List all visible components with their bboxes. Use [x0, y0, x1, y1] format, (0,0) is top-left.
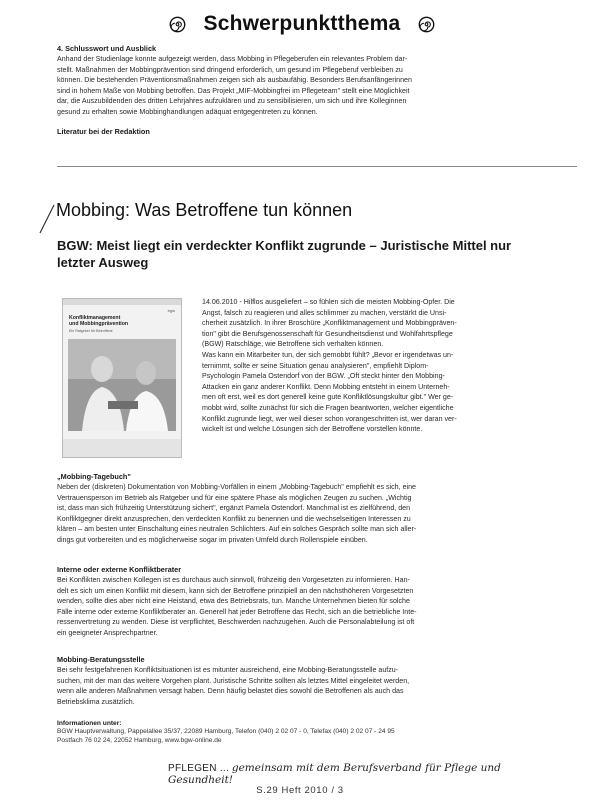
text-line: dar, die Auszubildenden des dritten Lehrjahres aufzuklären und zu sensibilisieren, um sich und ihre Kolleginnen: [57, 97, 407, 106]
header-title: Schwerpunktthema: [203, 12, 401, 35]
pen-stroke-mark: [38, 203, 56, 235]
text-line: Neben der (diskreten) Dokumentation von Mobbing-Vorfällen in einem „Mobbing-Tagebuch" empfiehlt es sich, eine: [57, 483, 416, 491]
text-line: delt es sich um einen Konflikt mit diesem, kann sich der Betroffene prinzipiell an den nächsthöheren Vorgesetzten: [57, 586, 414, 595]
section-konfliktberater: [57, 565, 577, 639]
brochure-cover-image: [62, 298, 182, 458]
text-line: Psychologin Pamela Ostendorf von der BGW. „Oft steckt hinter den Mobbing-: [202, 372, 445, 381]
subtitle-line: BGW: Meist liegt ein verdeckter Konflikt zugrunde – Juristische Mittel nur: [57, 238, 512, 253]
brochure-photo: [68, 339, 176, 431]
section-heading: „Mobbing-Tagebuch": [57, 472, 131, 481]
text-line: cherheit zusätzlich. In ihrer Broschüre „Konfliktmanagement und Mobbingpräven-: [202, 319, 457, 328]
text-line: suchen, mit der man das weitere Vorgehen plant. Juristische Schritte sollten als letztes Mittel eingeleitet werden,: [57, 676, 410, 685]
text-line: Was kann ein Mitarbeiter tun, der sich gemobbt fühlt? „Bevor er irgendetwas un-: [202, 350, 454, 359]
text-line: wenden, sollte dies aber nicht eine Heistand, etwa des Betriebsrats, tun. Manche Unternehmen bieten für solche: [57, 597, 410, 606]
text-line: Anhand der Studienlage konnte aufgezeigt werden, dass Mobbing in Pflegeberufen ein relevantes Problem dar-: [57, 55, 408, 63]
text-line: ternimmt, sollte er seine Situation genau analysieren", empfiehlt Diplom-: [202, 361, 429, 370]
text-line: men oft erst, weil es dort generell keine gute Konfliktlösungskultur gibt." Wer ge-: [202, 393, 454, 402]
section-schlusswort: [57, 44, 577, 137]
section-body: [57, 54, 577, 118]
brochure-subtitle: Ein Ratgeber für Betroffene: [69, 329, 113, 333]
text-line: können. Die bestehenden Präventionsmaßnahmen zeigen sich als ausbaufähig. Besonders Berufsanfängerinnen: [57, 76, 412, 85]
text-line: klären – am besten unter Einschaltung eines neutralen Schlichters. Auf ein solches Gespräch sollte man sich aller-: [57, 525, 417, 534]
subtitle-line: letzter Ausweg: [57, 255, 149, 270]
section-mobbing-tagebuch: [57, 472, 577, 546]
slogan-brand: PFLEGEN ...: [168, 763, 230, 774]
footer-slogan: [168, 762, 528, 784]
intro-paragraph: [202, 297, 574, 435]
text-line: Attacken ein ganz anderer Konflikt. Denn Mobbing entsteht in einem Unterneh-: [202, 382, 450, 391]
section-heading: Interne oder externe Konfliktberater: [57, 565, 182, 574]
page-number: S.29 Heft 2010 / 3: [256, 785, 344, 796]
text-line: Betriebsklima zusätzlich.: [57, 697, 135, 706]
section-body: [57, 665, 577, 707]
text-line: Konfliktgegner direkt anzusprechen, den verdeckten Konflikt zu benennen und die wechselseitigen Interessen zu: [57, 514, 411, 523]
section-body: [57, 482, 577, 546]
text-line: dings gut vorbereiten und es möglicherweise sogar im privaten Umfeld durch Rollenspiele einüben.: [57, 535, 368, 544]
section-heading: Mobbing-Beratungsstelle: [57, 655, 145, 664]
page-header: [52, 10, 552, 38]
text-line: Bei Konflikten zwischen Kollegen ist es durchaus auch sinnvoll, frühzeitig den Vorgesetzten zu informieren. Han-: [57, 576, 410, 584]
info-line: BGW Hauptverwaltung, Pappelallee 35/37, 22089 Hamburg, Telefon (040) 2 02 07 - 0, Telefax (040) 2 02 07 - 24 95: [57, 728, 395, 736]
text-line: (BGW) Ratschläge, wie Betroffene sich verhalten können.: [202, 340, 384, 349]
info-heading: Informationen unter:: [57, 720, 122, 727]
article-subtitle: [57, 237, 557, 271]
text-line: Konflikt zugrunde liegt, wer weil dieser schon vorangeschritten ist, wer daran ver-: [202, 414, 457, 423]
brochure-brand: bgw: [167, 308, 175, 313]
text-line: Bei sehr festgefahrenen Konfliktsituationen ist es mitunter ausreichend, eine Mobbing-Beratungsstelle aufzu-: [57, 666, 399, 674]
contact-info: [57, 720, 577, 745]
brochure-title: Konfliktmanagement und Mobbingprävention: [69, 315, 129, 327]
text-line: ressenvertretung zu wenden. Diese ist verpflichtet, Beschwerden nachzugehen. Auch die Personalabteilung ist oft: [57, 618, 415, 627]
text-line: ist, dass man sich frühzeitig Unterstützung sichert", ergänzt Pamela Ostendorf. Manchmal ist es zielführend, den: [57, 504, 411, 513]
text-line: Fälle interne oder externe Konfliktberater an. Generell hat jeder Betroffene das Recht, sich an die betriebliche Inte-: [57, 607, 417, 616]
info-line: Postfach 76 02 24, 22052 Hamburg, www.bgw-online.de: [57, 736, 222, 744]
text-line: Angst, falsch zu reagieren und alles schlimmer zu machen, verstärkt die Unsi-: [202, 308, 447, 317]
section-beratungsstelle: [57, 655, 577, 707]
text-line: gesund zu erhalten sowie Mobbinghandlungen adäquat entgegentreten zu können.: [57, 107, 318, 116]
section-body: [57, 575, 577, 639]
text-line: wenn alle anderen Maßnahmen versagt haben. Denn häufig belastet dies sowohl die Betroffenen als auch das: [57, 687, 404, 696]
spiral-icon: [169, 16, 186, 33]
spiral-icon: [418, 16, 435, 33]
text-line: 14.06.2010 - Hilflos ausgeliefert – so fühlen sich die meisten Mobbing-Opfer. Die: [202, 298, 455, 306]
section-heading: 4. Schlusswort und Ausblick: [57, 44, 157, 53]
slogan-script: gemeinsam mit dem Berufsverband für Pflege und Gesundheit!: [168, 762, 501, 786]
text-line: mobbt wird, sollte zunächst für sich die Fragen beantworten, welcher eigentliche: [202, 403, 454, 412]
literature-note: Literatur bei der Redaktion: [57, 126, 150, 136]
text-line: sind in hohem Maße von Mobbing betroffen. Das Projekt „MIF-Mobbingfrei im Pflegeteam" stellt eine Möglichkeit: [57, 86, 410, 95]
text-line: wickelt ist und welche Lösungen sich der Betroffene vorstellen könnte.: [202, 425, 423, 434]
divider: [57, 166, 577, 167]
text-line: tion" gibt die Berufsgenossenschaft für Gesundheitsdienst und Wohlfahrtspflege: [202, 329, 453, 338]
text-line: Vertrauensperson im Betrieb als Ratgeber und für eine spätere Phase als möglichen Zeugen zu suchen. „Wichtig: [57, 493, 412, 502]
text-line: ein geeigneter Ansprechpartner.: [57, 628, 158, 637]
text-line: stellt. Maßnahmen der Mobbingprävention sind dringend erforderlich, um gesund im Pflegeberuf verbleiben zu: [57, 65, 403, 74]
article-title: Mobbing: Was Betroffene tun können: [56, 200, 353, 220]
